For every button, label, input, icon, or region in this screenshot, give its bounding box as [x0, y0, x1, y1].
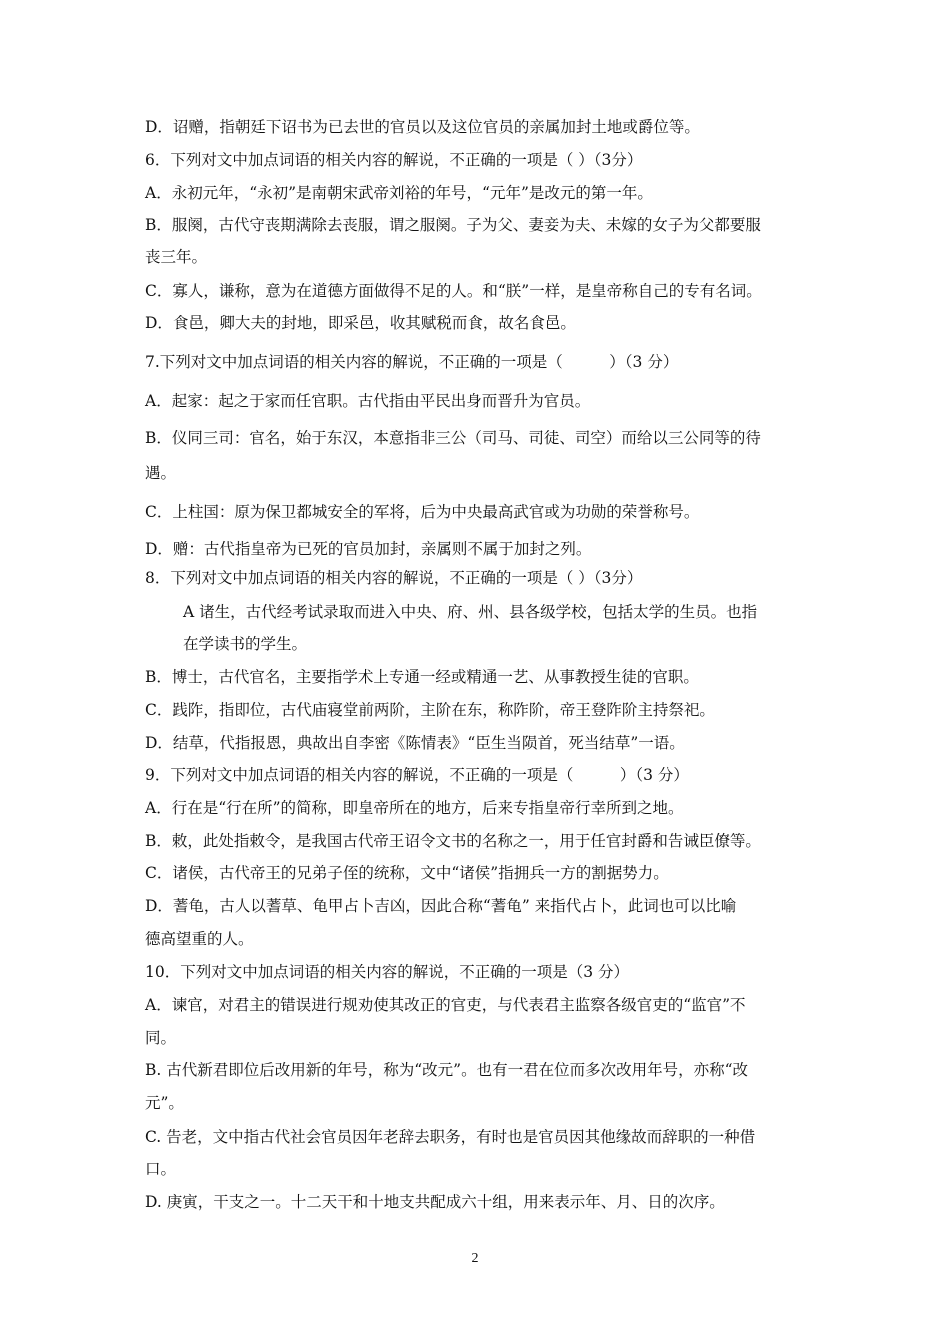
- text-line: C．诸侯，古代帝王的兄弟子侄的统称，文中“诸侯”指拥兵一方的割据势力。: [145, 864, 669, 882]
- text-line: 口。: [145, 1160, 177, 1178]
- text-line: A．起家：起之于家而任官职。古代指由平民出身而晋升为官员。: [145, 392, 591, 410]
- text-line: C．践阼，指即位，古代庙寝堂前两阶，主阶在东，称阼阶，帝王登阼阶主持祭祀。: [145, 701, 715, 719]
- question-10-stem: 10．下列对文中加点词语的相关内容的解说，不正确的一项是（3 分）: [145, 963, 630, 981]
- question-7-stem: 7.下列对文中加点词语的相关内容的解说，不正确的一项是（ ）（3 分）: [145, 353, 679, 371]
- text-line: D．诏赠，指朝廷下诏书为已去世的官员以及这位官员的亲属加封土地或爵位等。: [145, 118, 700, 136]
- text-line: D．结草，代指报恩，典故出自李密《陈情表》“臣生当陨首，死当结草”一语。: [145, 734, 685, 752]
- text-line: 同。: [145, 1029, 177, 1047]
- text-line: A．行在是“行在所”的简称，即皇帝所在的地方，后来专指皇帝行幸所到之地。: [145, 799, 684, 817]
- page-number: 2: [471, 1251, 479, 1266]
- text-line: B．服阕，古代守丧期满除去丧服，谓之服阕。子为父、妻妾为夫、未嫁的女子为父都要服: [145, 216, 761, 234]
- text-line: B．仪同三司：官名，始于东汉，本意指非三公（司马、司徒、司空）而给以三公同等的待: [145, 429, 761, 447]
- text-line: B. 古代新君即位后改用新的年号，称为“改元”。也有一君在位而多次改用年号，亦称“改: [145, 1061, 749, 1079]
- text-line: 遇。: [145, 464, 177, 482]
- text-line: D．食邑，卿大夫的封地，即采邑，收其赋税而食，故名食邑。: [145, 314, 576, 332]
- question-6-stem: 6．下列对文中加点词语的相关内容的解说，不正确的一项是（ ）（3分）: [145, 151, 643, 169]
- text-line: A．谏官，对君主的错误进行规劝使其改正的官吏，与代表君主监察各级官吏的“监官”不: [145, 996, 746, 1014]
- text-line: B．敕，此处指敕令，是我国古代帝王诏令文书的名称之一，用于任官封爵和告诫臣僚等。: [145, 832, 761, 850]
- text-line: C．上柱国：原为保卫都城安全的军将，后为中央最高武官或为功勋的荣誉称号。: [145, 503, 700, 521]
- text-line: A 诸生，古代经考试录取而进入中央、府、州、县各级学校，包括太学的生员。也指: [183, 603, 758, 621]
- text-line: D．赠：古代指皇帝为已死的官员加封，亲属则不属于加封之列。: [145, 540, 592, 558]
- text-line: 在学读书的学生。: [183, 635, 308, 653]
- text-line: D. 庚寅，干支之一。十二天干和十地支共配成六十组，用来表示年、月、日的次序。: [145, 1193, 725, 1211]
- text-line: 元”。: [145, 1094, 184, 1112]
- text-line: B．博士，古代官名，主要指学术上专通一经或精通一艺、从事教授生徒的官职。: [145, 668, 699, 686]
- text-line: C．寡人，谦称，意为在道德方面做得不足的人。和“朕”一样，是皇帝称自己的专有名词。: [145, 282, 762, 300]
- question-8-stem: 8．下列对文中加点词语的相关内容的解说，不正确的一项是（ ）（3分）: [145, 569, 643, 587]
- text-line: D．蓍龟，古人以蓍草、龟甲占卜吉凶，因此合称“蓍龟” 来指代占卜，此词也可以比喻: [145, 897, 737, 915]
- text-line: 丧三年。: [145, 248, 208, 266]
- text-line: C. 告老，文中指古代社会官员因年老辞去职务，有时也是官员因其他缘故而辞职的一种借: [145, 1128, 756, 1146]
- text-line: 德高望重的人。: [145, 930, 254, 948]
- text-line: A．永初元年，“永初”是南朝宋武帝刘裕的年号，“元年”是改元的第一年。: [145, 184, 653, 202]
- question-9-stem: 9．下列对文中加点词语的相关内容的解说，不正确的一项是（ ）（3 分）: [145, 766, 689, 784]
